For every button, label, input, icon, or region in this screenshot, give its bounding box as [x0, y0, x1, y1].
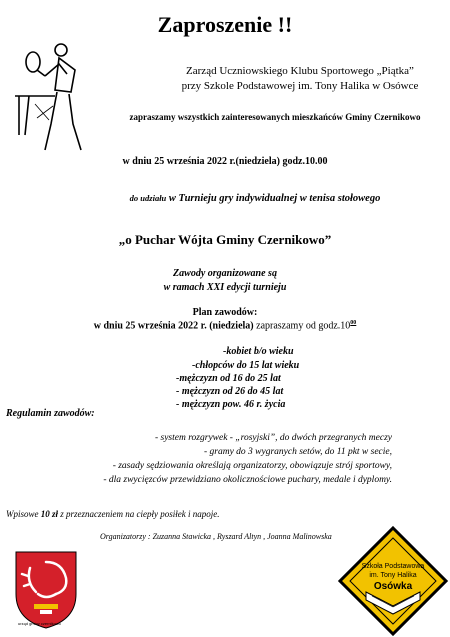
organizer-line-2: przy Szkole Podstawowej im. Tony Halika w Osówce — [181, 80, 419, 92]
crest-label: urząd gminy czernikowo — [18, 621, 61, 626]
category-item: -mężczyzn od 16 do 25 lat — [176, 373, 281, 384]
school-logo-line2: im. Tony Halika — [369, 572, 417, 579]
regulation-rule: - gramy do 3 wygranych setów, do 11 pkt w secie, — [203, 447, 392, 457]
plan-time-minutes: 00 — [350, 320, 357, 326]
invite-line: zapraszamy wszystkich zainteresowanych mieszkańców Gminy Czernikowo — [129, 112, 421, 122]
category-item: -kobiet b/o wieku — [223, 346, 294, 357]
cup-title: „o Puchar Wójta Gminy Czernikowo” — [118, 232, 332, 247]
regulation-rule: - zasady sędziowania określają organizatorzy, obowiązuje strój sportowy, — [112, 461, 392, 471]
page-title: Zaproszenie !! — [157, 12, 293, 37]
organizers-line: Organizatorzy : Zuzanna Stawicka , Ryszard Altyn , Joanna Malinowska — [100, 532, 332, 541]
school-logo-line1: Szkoła Podstawowa — [361, 563, 425, 570]
school-logo — [338, 526, 448, 636]
gmina-crest-logo — [10, 548, 82, 632]
regulation-rule: - dla zwycięzców przewidziano okolicznościowe puchary, medale i dyplomy. — [103, 475, 392, 485]
plan-heading: Plan zawodów: — [192, 307, 258, 318]
category-item: -chłopców do 15 lat wieku — [192, 360, 300, 371]
school-logo-line3: Osówka — [373, 581, 413, 592]
tournament-prefix: do udziału — [129, 193, 167, 203]
edition-line-2: w ramach XXI edycji turnieju — [163, 282, 287, 293]
regulation-rule: - system rozgrywek - „rosyjski”, do dwóch przegranych meczy — [154, 433, 392, 443]
regulations-heading: Regulamin zawodów: — [6, 408, 95, 419]
organizer-line-1: Zarząd Uczniowskiego Klubu Sportowego „Piątka” — [186, 65, 414, 77]
tournament-text: w Turnieju gry indywidualnej w tenisa stołowego — [166, 193, 381, 204]
event-date: w dniu 25 września 2022 r.(niedziela) godz.10.00 — [122, 156, 328, 167]
category-item: - mężczyzn pow. 46 r. życia — [176, 399, 286, 410]
plan-date: w dniu 25 września 2022 r. (niedziela) — [93, 320, 254, 332]
tournament-line — [60, 193, 450, 204]
category-item: - mężczyzn od 26 do 45 lat — [176, 386, 284, 397]
table-tennis-player-illustration — [15, 40, 95, 160]
entry-fee-amount: 10 zł — [40, 509, 59, 519]
edition-line-1: Zawody organizowane są — [173, 268, 277, 279]
entry-fee-prefix: Wpisowe — [6, 509, 41, 519]
entry-fee — [6, 509, 219, 519]
plan-invite: zapraszamy od godz.10 — [253, 320, 351, 332]
entry-fee-suffix: z przeznaczeniem na ciepły posiłek i napoje. — [58, 509, 220, 519]
plan-line — [0, 320, 450, 331]
